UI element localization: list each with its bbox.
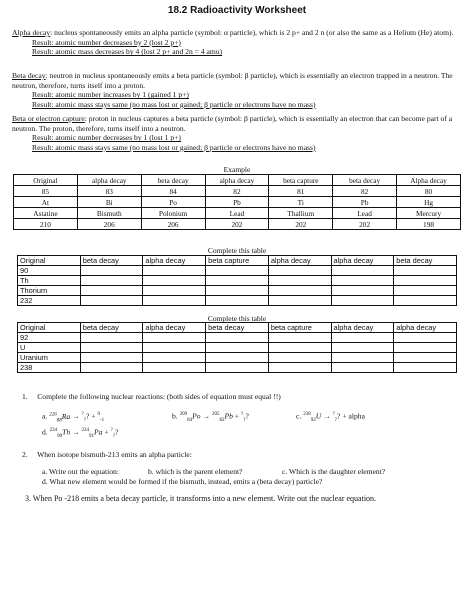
table2-blank-cell[interactable] <box>268 286 331 296</box>
example-cell: 202 <box>269 219 333 230</box>
table2-original-cell: Th <box>18 276 81 286</box>
table2-blank-cell[interactable] <box>206 266 269 276</box>
example-cell: 202 <box>333 219 397 230</box>
capture-section <box>12 114 460 152</box>
example-cell: 85 <box>14 186 78 197</box>
beta-result-1: Result: atomic number increases by 1 (gained 1 p+) <box>32 90 189 100</box>
q1-text: Complete the following nuclear reactions: (both sides of equation must equal !!) <box>37 392 281 401</box>
table2-blank-cell[interactable] <box>331 286 394 296</box>
table2-blank-cell[interactable] <box>268 296 331 306</box>
page-title: 18.2 Radioactivity Worksheet <box>167 5 307 16</box>
table3-row <box>18 343 457 353</box>
q2-part-b: b. which is the parent element? <box>148 467 243 476</box>
example-header-cell: alpha decay <box>205 175 269 186</box>
example-cell: 81 <box>269 186 333 197</box>
table3-blank-cell[interactable] <box>143 353 206 363</box>
example-header-row <box>14 175 461 186</box>
table3-caption: Complete this table <box>207 314 267 323</box>
table2-blank-cell[interactable] <box>331 296 394 306</box>
table3-blank-cell[interactable] <box>394 333 457 343</box>
table2-row <box>18 266 457 276</box>
table3-blank-cell[interactable] <box>331 343 394 353</box>
example-cell: Po <box>141 197 205 208</box>
example-cell: Astatine <box>14 208 78 219</box>
table2-blank-cell[interactable] <box>268 276 331 286</box>
table2-header-cell: beta capture <box>206 256 269 266</box>
table3-header-row <box>18 323 457 333</box>
table3-blank-cell[interactable] <box>331 353 394 363</box>
table3-blank-cell[interactable] <box>80 363 143 373</box>
table3-header-cell: alpha decay <box>143 323 206 333</box>
table2-blank-cell[interactable] <box>143 286 206 296</box>
table3-blank-cell[interactable] <box>268 353 331 363</box>
capture-text: : proton in nucleus captures a beta particle (symbol: β particle), which is essentially an electron that can become part of a neutron. The proton, therefore, turns itself into a neutron. <box>12 114 453 133</box>
example-cell: Ti <box>269 197 333 208</box>
example-cell: Bismuth <box>77 208 141 219</box>
q2-part-c: c. Which is the daughter element? <box>282 467 386 476</box>
table2-blank-cell[interactable] <box>206 296 269 306</box>
table3-original-cell: U <box>18 343 81 353</box>
example-cell: Pb <box>205 197 269 208</box>
q3-number: 3. <box>25 494 31 503</box>
table2-row <box>18 276 457 286</box>
q1c-label: c. <box>296 411 302 421</box>
table2-row <box>18 286 457 296</box>
uranium-table <box>17 322 457 373</box>
table3-blank-cell[interactable] <box>394 363 457 373</box>
table2-blank-cell[interactable] <box>206 276 269 286</box>
example-header-cell: Original <box>14 175 78 186</box>
table2-blank-cell[interactable] <box>143 296 206 306</box>
example-cell: 82 <box>333 186 397 197</box>
example-row <box>14 219 461 230</box>
example-table <box>13 174 461 230</box>
example-cell: At <box>14 197 78 208</box>
table3-row <box>18 353 457 363</box>
example-header-cell: beta decay <box>141 175 205 186</box>
example-cell: Polonium <box>141 208 205 219</box>
alpha-decay-term: Alpha decay <box>12 28 51 37</box>
table2-header-cell: Original <box>18 256 81 266</box>
example-cell: 83 <box>77 186 141 197</box>
table2-blank-cell[interactable] <box>331 276 394 286</box>
alpha-decay-text: : nucleus spontaneously emits an alpha particle (symbol: α particle), which is 2 p+ and 2 n (or also the same as a Helium (He) atom). <box>50 28 454 37</box>
alpha-decay-section <box>12 28 460 57</box>
table3-blank-cell[interactable] <box>394 353 457 363</box>
table2-header-row <box>18 256 457 266</box>
table3-blank-cell[interactable] <box>143 363 206 373</box>
example-header-cell: Alpha decay <box>397 175 461 186</box>
table2-blank-cell[interactable] <box>206 286 269 296</box>
q1-reaction-a: a. $^{226}_{88}$Ra → ?$_?$? + $^0_{-1}$ <box>42 411 105 424</box>
beta-decay-term: Beta decay <box>12 71 46 80</box>
table2-blank-cell[interactable] <box>80 296 143 306</box>
table2-header-cell: beta decay <box>394 256 457 266</box>
table2-blank-cell[interactable] <box>394 276 457 286</box>
q1-reaction-d: d. $^{234}_{90}$Th → $^{234}_{91}$Pa + ?$_?$? <box>42 427 119 440</box>
table3-original-cell: 238 <box>18 363 81 373</box>
capture-result-1: Result: atomic number decreases by 1 (lost 1 p+) <box>32 133 181 143</box>
table2-blank-cell[interactable] <box>143 276 206 286</box>
table2-original-cell: 90 <box>18 266 81 276</box>
q2-part-a: a. Write out the equation: <box>42 467 119 476</box>
q3-text: When Po -218 emits a beta decay particle, it transforms into a new element. Write out the nuclear equation. <box>32 494 377 503</box>
example-cell: 210 <box>14 219 78 230</box>
table3-header-cell: alpha decay <box>394 323 457 333</box>
example-row <box>14 197 461 208</box>
example-cell: 198 <box>397 219 461 230</box>
table3-blank-cell[interactable] <box>268 363 331 373</box>
beta-result-2: Result: atomic mass stays same (no mass lost or gained; β particle or electrons have no mass) <box>32 99 316 109</box>
table3-blank-cell[interactable] <box>80 353 143 363</box>
example-caption: Example <box>223 165 251 174</box>
table3-blank-cell[interactable] <box>394 343 457 353</box>
example-header-cell: beta capture <box>269 175 333 186</box>
table3-header-cell: beta decay <box>80 323 143 333</box>
beta-decay-section <box>12 71 460 109</box>
capture-term: Beta or electron capture <box>12 114 85 123</box>
example-cell: 80 <box>397 186 461 197</box>
q1d-label: d. <box>42 427 48 437</box>
q1b-label: b. <box>172 411 178 421</box>
table3-original-cell: Uranium <box>18 353 81 363</box>
table3-blank-cell[interactable] <box>80 333 143 343</box>
table3-blank-cell[interactable] <box>206 343 269 353</box>
table3-blank-cell[interactable] <box>268 333 331 343</box>
q1-reaction-b: b. $^{209}_{84}$Po → $^{205}_{82}$Pb + ?$_?$? <box>172 411 249 424</box>
table3-blank-cell[interactable] <box>143 343 206 353</box>
table3-blank-cell[interactable] <box>206 333 269 343</box>
table3-header-cell: beta capture <box>268 323 331 333</box>
table2-blank-cell[interactable] <box>80 276 143 286</box>
table2-original-cell: 232 <box>18 296 81 306</box>
thorium-table <box>17 255 457 306</box>
table3-blank-cell[interactable] <box>331 363 394 373</box>
table2-blank-cell[interactable] <box>80 266 143 276</box>
question-2 <box>22 450 192 460</box>
table3-blank-cell[interactable] <box>80 343 143 353</box>
example-row <box>14 208 461 219</box>
table2-blank-cell[interactable] <box>80 286 143 296</box>
q2-number: 2. <box>22 450 28 459</box>
example-cell: Lead <box>333 208 397 219</box>
example-cell: 82 <box>205 186 269 197</box>
example-cell: 84 <box>141 186 205 197</box>
capture-result-2: Result: atomic mass stays same (no mass lost or gained; β particle or electrons have no mass) <box>32 142 316 152</box>
table3-row <box>18 363 457 373</box>
table2-header-cell: alpha decay <box>143 256 206 266</box>
table2-blank-cell[interactable] <box>331 266 394 276</box>
table3-blank-cell[interactable] <box>268 343 331 353</box>
table2-row <box>18 296 457 306</box>
example-header-cell: alpha decay <box>77 175 141 186</box>
table2-blank-cell[interactable] <box>143 266 206 276</box>
q2-text: When isotope bismuth-213 emits an alpha particle: <box>37 450 192 459</box>
question-3 <box>25 494 376 504</box>
example-cell: Thallium <box>269 208 333 219</box>
example-cell: 202 <box>205 219 269 230</box>
table3-original-cell: 92 <box>18 333 81 343</box>
table3-blank-cell[interactable] <box>206 363 269 373</box>
table2-blank-cell[interactable] <box>394 266 457 276</box>
table3-header-cell: Original <box>18 323 81 333</box>
example-row <box>14 186 461 197</box>
table2-original-cell: Thorium <box>18 286 81 296</box>
table3-blank-cell[interactable] <box>206 353 269 363</box>
table2-blank-cell[interactable] <box>394 286 457 296</box>
table2-header-cell: alpha decay <box>268 256 331 266</box>
example-cell: 206 <box>141 219 205 230</box>
table3-blank-cell[interactable] <box>143 333 206 343</box>
q1-number: 1. <box>22 392 28 401</box>
table3-header-cell: beta decay <box>206 323 269 333</box>
q2-part-d: d. What new element would be formed if the bismuth, instead, emits a (beta decay) particle? <box>42 477 323 486</box>
alpha-result-1: Result: atomic number decreases by 2 (lost 2 p+) <box>32 37 181 47</box>
example-cell: Bi <box>77 197 141 208</box>
table3-blank-cell[interactable] <box>331 333 394 343</box>
table2-header-cell: beta decay <box>80 256 143 266</box>
alpha-result-2: Result: atomic mass decreases by 4 (lost 2 p+ and 2n = 4 amu) <box>32 47 223 57</box>
table3-header-cell: alpha decay <box>331 323 394 333</box>
q1a-label: a. <box>42 411 48 421</box>
example-cell: Pb <box>333 197 397 208</box>
table2-caption: Complete this table <box>207 246 267 255</box>
table2-blank-cell[interactable] <box>268 266 331 276</box>
table2-header-cell: alpha decay <box>331 256 394 266</box>
q1-reaction-c: c. $^{238}_{92}$U → ?$_?$? + alpha <box>296 411 365 424</box>
table3-row <box>18 333 457 343</box>
table2-blank-cell[interactable] <box>394 296 457 306</box>
question-1 <box>22 392 281 402</box>
example-header-cell: beta decay <box>333 175 397 186</box>
example-cell: Mercury <box>397 208 461 219</box>
example-cell: Hg <box>397 197 461 208</box>
example-cell: 206 <box>77 219 141 230</box>
beta-decay-text: : neutron in nucleus spontaneously emits a beta particle (symbol: β particle), which is essentially an electron trapped in a neutron. The neutron, therefore, turns itself into a proton. <box>12 71 453 90</box>
q1c-alpha-word: + alpha <box>342 411 365 421</box>
example-cell: Lead <box>205 208 269 219</box>
